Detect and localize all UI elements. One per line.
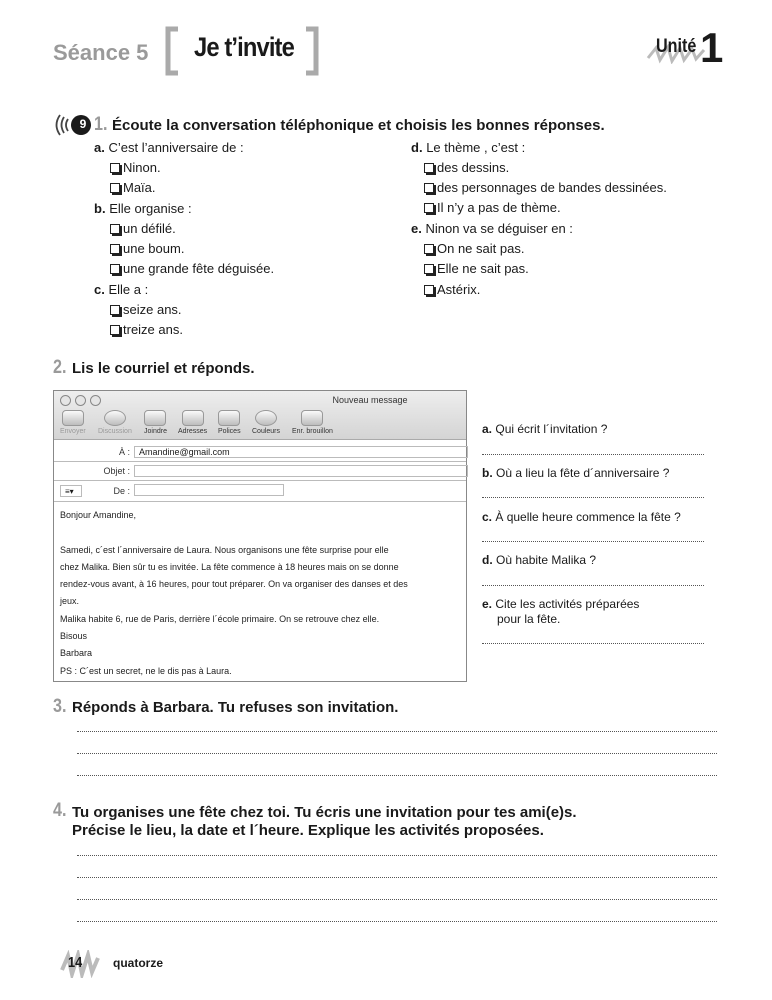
checkbox-icon[interactable]	[110, 183, 120, 193]
to-field[interactable]: Amandine@gmail.com	[134, 446, 468, 458]
attach-button[interactable]: Joindre	[144, 410, 167, 435]
exercise-4-instruction-line2: Précise le lieu, la date et l´heure. Explique les activités proposées.	[72, 822, 544, 839]
question-d: d. Le thème , c’est :	[411, 140, 526, 155]
lesson-title: Je t’invite	[194, 32, 294, 62]
option-checkbox[interactable]: treize ans.	[110, 322, 183, 337]
email-body[interactable]: Bonjour Amandine, Samedi, c´est l´anniversaire de Laura. Nous organisons une fête surprise pour elle chez Malika. Bien sûr tu es invitée. La fête commence à 18 heures mais on se donne rendez-vous avant, à 16 heures, pour tout préparer. On va organiser des danses et des jeux. Malika habite 6, rue de Paris, derrière l´école primaire. On se retrouve chez elle. Bisous Barbara PS : C´est un secret, ne le dis pas à Laura.	[60, 510, 408, 676]
exercise-2-number: 2.	[53, 357, 67, 378]
question-e: e. Ninon va se déguiser en :	[411, 221, 573, 236]
answer-line[interactable]	[77, 877, 717, 878]
reading-question-b: b. Où a lieu la fête d´anniversaire ?	[482, 466, 670, 480]
checkbox-icon[interactable]	[110, 264, 120, 274]
checkbox-icon[interactable]	[110, 224, 120, 234]
subject-field[interactable]	[134, 465, 468, 477]
font-icon	[218, 410, 240, 426]
page-number-word: quatorze	[113, 956, 164, 970]
checkbox-icon[interactable]	[110, 325, 120, 335]
email-window-title: Nouveau message	[332, 395, 408, 405]
reading-question-e-cont: pour la fête.	[497, 612, 561, 626]
checkbox-icon[interactable]	[424, 203, 434, 213]
option-checkbox[interactable]: Maïa.	[110, 180, 156, 195]
chat-icon	[104, 410, 126, 426]
fonts-button[interactable]: Polices	[218, 410, 241, 435]
checkbox-icon[interactable]	[424, 264, 434, 274]
option-checkbox[interactable]: des dessins.	[424, 160, 509, 175]
option-checkbox[interactable]: Elle ne sait pas.	[424, 261, 529, 276]
answer-line[interactable]	[482, 497, 704, 498]
page-number: 14	[68, 954, 83, 971]
to-label: À :	[118, 447, 130, 457]
exercise-2-instruction: Lis le courriel et réponds.	[72, 360, 255, 377]
checkbox-icon[interactable]	[110, 305, 120, 315]
reading-question-e: e. Cite les activités préparées	[482, 597, 640, 611]
answer-line[interactable]	[482, 643, 704, 644]
option-checkbox[interactable]: Il n’y a pas de thème.	[424, 200, 561, 215]
exercise-3-number: 3.	[53, 696, 67, 717]
audio-track-number: 9	[79, 117, 87, 131]
unit-label: Unité	[656, 36, 697, 57]
account-menu-icon[interactable]: ≡▾	[60, 485, 82, 497]
from-label: De :	[113, 486, 130, 496]
checkbox-icon[interactable]	[424, 163, 434, 173]
answer-line[interactable]	[482, 454, 704, 455]
option-checkbox[interactable]: Ninon.	[110, 160, 161, 175]
answer-line[interactable]	[77, 899, 717, 900]
exercise-4-instruction-line1: Tu organises une fête chez toi. Tu écris une invitation pour tes ami(e)s.	[72, 804, 577, 821]
checkbox-icon[interactable]	[110, 244, 120, 254]
discussion-button[interactable]: Discussion	[98, 410, 132, 435]
color-wheel-icon	[255, 410, 277, 426]
colors-button[interactable]: Couleurs	[252, 410, 280, 435]
answer-line[interactable]	[77, 753, 717, 754]
answer-line[interactable]	[482, 541, 704, 542]
session-label: Séance 5	[53, 40, 149, 65]
question-c: c. Elle a :	[94, 282, 149, 297]
exercise-1-instruction: Écoute la conversation téléphonique et choisis les bonnes réponses.	[112, 117, 605, 134]
checkbox-icon[interactable]	[424, 244, 434, 254]
question-a: a. C’est l’anniversaire de :	[94, 140, 244, 155]
answer-line[interactable]	[77, 855, 717, 856]
option-checkbox[interactable]: seize ans.	[110, 302, 182, 317]
send-button[interactable]: Envoyer	[60, 410, 86, 435]
checkbox-icon[interactable]	[424, 183, 434, 193]
send-icon	[62, 410, 84, 426]
reading-question-d: d. Où habite Malika ?	[482, 553, 597, 567]
option-checkbox[interactable]: des personnages de bandes dessinées.	[424, 180, 667, 195]
from-field[interactable]	[134, 484, 284, 496]
draft-icon	[301, 410, 323, 426]
checkbox-icon[interactable]	[110, 163, 120, 173]
option-checkbox[interactable]: une grande fête déguisée.	[110, 261, 274, 276]
checkbox-icon[interactable]	[424, 285, 434, 295]
exercise-3-instruction: Réponds à Barbara. Tu refuses son invitation.	[72, 699, 399, 716]
paperclip-icon	[144, 410, 166, 426]
answer-line[interactable]	[482, 585, 704, 586]
reading-question-c: c. À quelle heure commence la fête ?	[482, 510, 681, 524]
exercise-4-number: 4.	[53, 800, 67, 821]
save-draft-button[interactable]: Enr. brouillon	[292, 410, 333, 435]
exercise-1-number: 1.	[94, 114, 108, 135]
email-window	[53, 390, 467, 682]
option-checkbox[interactable]: une boum.	[110, 241, 184, 256]
option-checkbox[interactable]: un défilé.	[110, 221, 176, 236]
subject-label: Objet :	[103, 466, 130, 476]
answer-line[interactable]	[77, 731, 717, 732]
addresses-button[interactable]: Adresses	[178, 410, 207, 435]
answer-line[interactable]	[77, 775, 717, 776]
reading-question-a: a. Qui écrit l´invitation ?	[482, 422, 608, 436]
unit-number: 1	[700, 24, 724, 71]
answer-line[interactable]	[77, 921, 717, 922]
option-checkbox[interactable]: Astérix.	[424, 282, 480, 297]
email-toolbar	[54, 391, 466, 440]
question-b: b. Elle organise :	[94, 201, 192, 216]
address-book-icon	[182, 410, 204, 426]
option-checkbox[interactable]: On ne sait pas.	[424, 241, 524, 256]
